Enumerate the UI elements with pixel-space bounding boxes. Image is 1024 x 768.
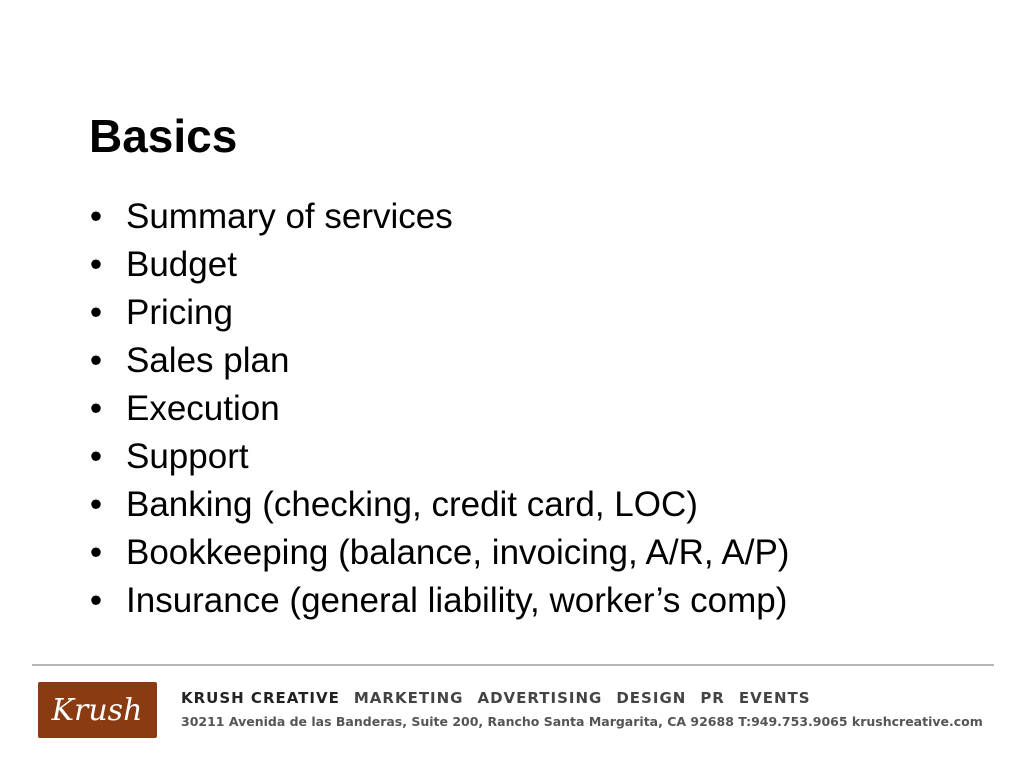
- bullet-icon: •: [89, 485, 103, 524]
- list-item: [86, 241, 789, 289]
- list-item: [86, 289, 789, 337]
- list-item-text: Budget: [126, 245, 237, 284]
- bullet-icon: •: [89, 437, 103, 476]
- bullet-icon: •: [89, 341, 103, 380]
- list-item: [86, 193, 789, 241]
- bullet-icon: •: [89, 293, 103, 332]
- logo-text: Krush: [51, 693, 143, 728]
- service-design: DESIGN: [616, 689, 687, 707]
- list-item-text: Insurance (general liability, worker’s comp): [126, 581, 788, 620]
- service-events: EVENTS: [738, 689, 811, 707]
- slide-title: Basics: [89, 110, 238, 162]
- footer-address: 30211 Avenida de las Banderas, Suite 200, Rancho Santa Margarita, CA 92688 T:949.753.9065 krushcreative.com: [181, 714, 983, 729]
- service-pr: PR: [700, 689, 725, 707]
- bullet-icon: •: [89, 197, 103, 236]
- list-item-text: Support: [126, 437, 249, 476]
- bullet-icon: •: [89, 581, 103, 620]
- list-item: [86, 385, 789, 433]
- service-advertising: ADVERTISING: [477, 689, 603, 707]
- bullet-icon: •: [89, 245, 103, 284]
- footer-divider: [32, 664, 994, 666]
- list-item: [86, 577, 789, 625]
- list-item: [86, 481, 789, 529]
- list-item-text: Sales plan: [126, 341, 290, 380]
- list-item-text: Banking (checking, credit card, LOC): [126, 485, 698, 524]
- list-item-text: Execution: [126, 389, 280, 428]
- footer-services-line: [181, 688, 983, 708]
- company-name: KRUSH CREATIVE: [181, 689, 340, 707]
- list-item-text: Summary of services: [126, 197, 453, 236]
- krush-logo: [38, 682, 157, 738]
- list-item: [86, 433, 789, 481]
- list-item: [86, 529, 789, 577]
- list-item-text: Pricing: [126, 293, 233, 332]
- krush-logo-mark: [38, 682, 157, 738]
- list-item: [86, 337, 789, 385]
- footer-info: [181, 688, 983, 731]
- bullet-list: [86, 193, 789, 625]
- list-item-text: Bookkeeping (balance, invoicing, A/R, A/P): [126, 533, 790, 572]
- service-marketing: MARKETING: [353, 689, 464, 707]
- bullet-icon: •: [89, 533, 103, 572]
- bullet-icon: •: [89, 389, 103, 428]
